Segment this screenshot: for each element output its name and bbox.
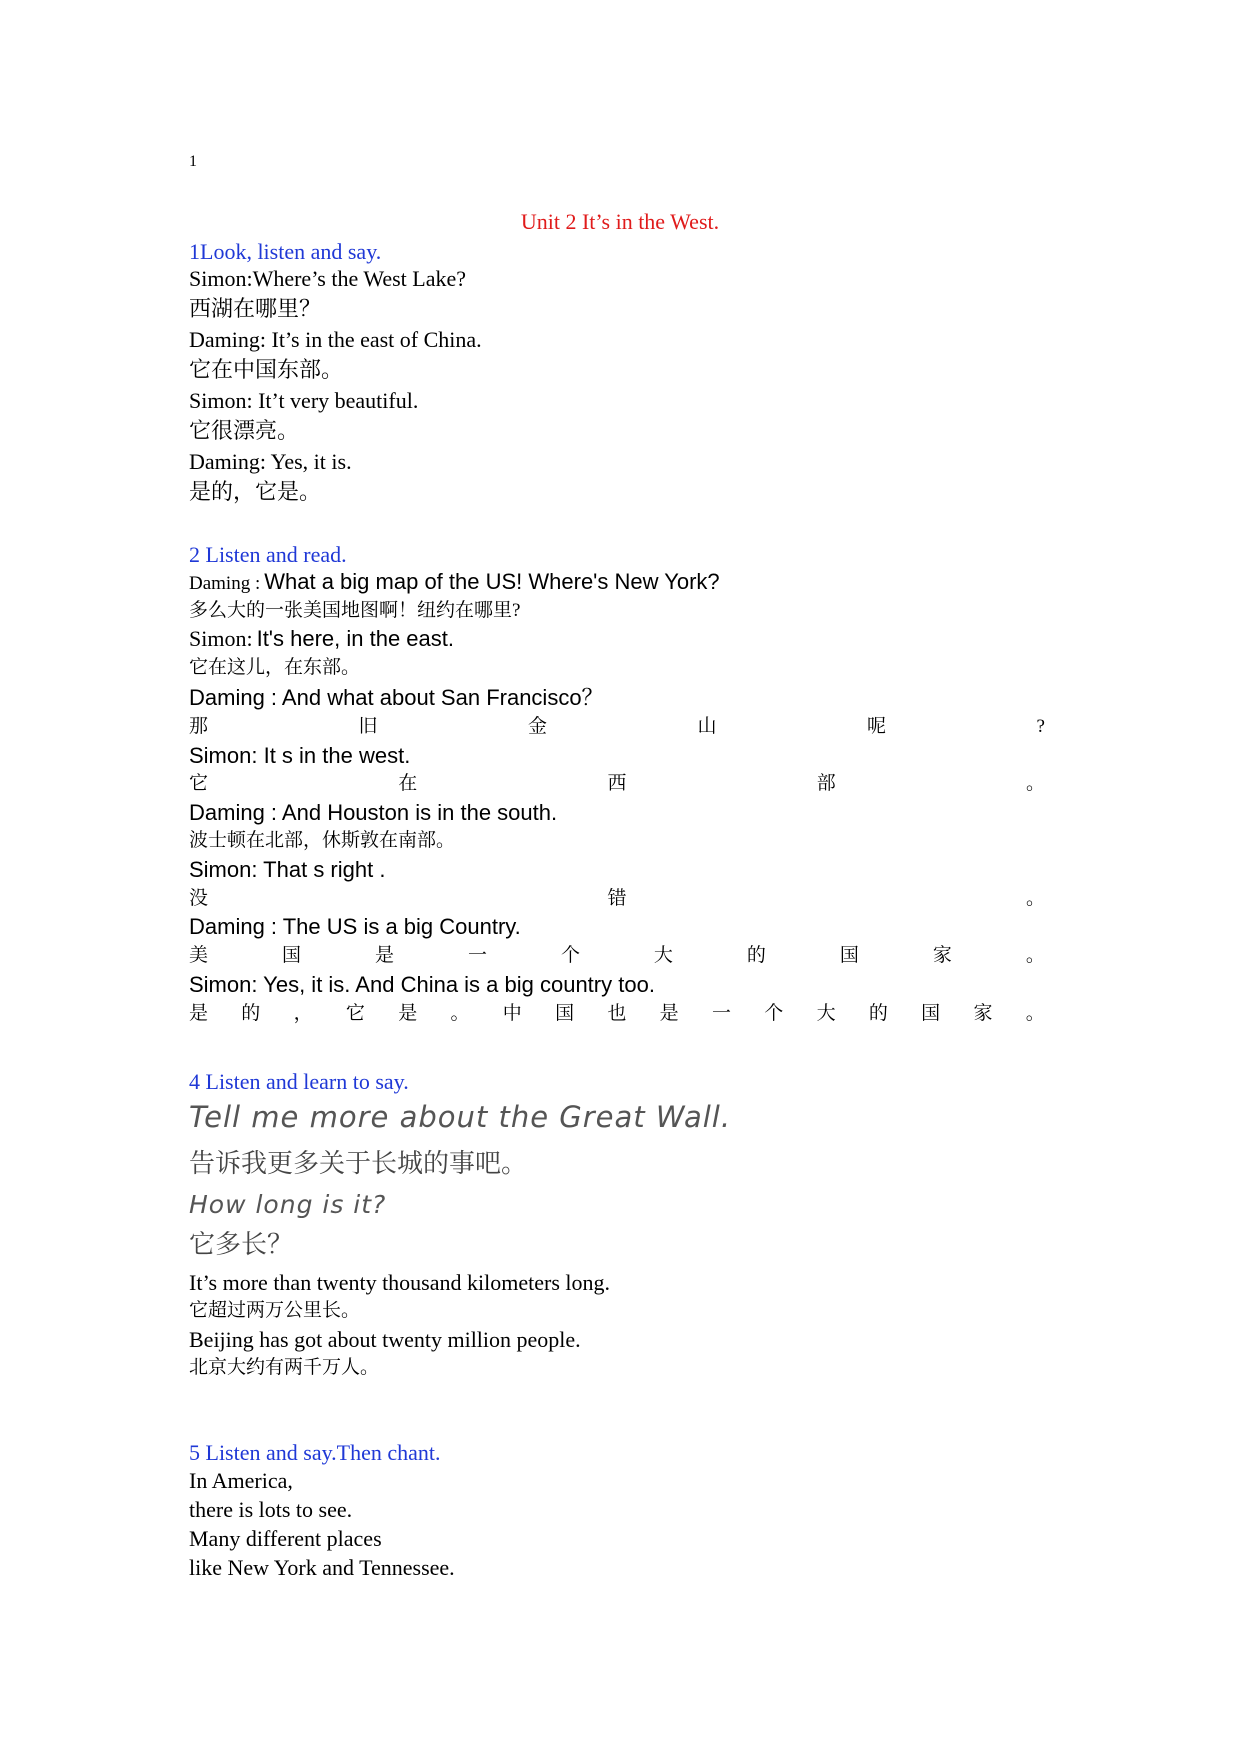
cn-char: 金 xyxy=(528,716,548,737)
unit-title: Unit 2 It’s in the West. xyxy=(520,209,720,234)
translation-line: 西湖在哪里？ xyxy=(189,296,322,321)
cn-char: 。 xyxy=(1025,1003,1045,1024)
cn-char: 个 xyxy=(560,945,580,966)
translation-line: 波士顿在北部，休斯敦在南部。 xyxy=(189,830,456,851)
translation-line: 北京大约有两千万人。 xyxy=(189,1357,380,1378)
translation-line xyxy=(189,946,1045,965)
dialogue-text: It's here, in the east. xyxy=(256,626,454,651)
cn-char: 错 xyxy=(607,888,627,909)
cn-char: 美 xyxy=(189,945,209,966)
handwritten-line: How long is it? xyxy=(189,1190,387,1219)
cn-char: 大 xyxy=(653,945,673,966)
chant-line: there is lots to see. xyxy=(189,1497,353,1522)
cn-char: ? xyxy=(1036,716,1045,737)
page-number: 1 xyxy=(189,153,197,170)
cn-char: 在 xyxy=(398,773,418,794)
cn-char: 。 xyxy=(1025,945,1045,966)
cn-char: 中 xyxy=(502,1003,522,1024)
cn-char: 个 xyxy=(764,1003,784,1024)
speaker-label: Simon: xyxy=(189,626,253,651)
dialogue-line: Simon: It’t very beautiful. xyxy=(189,388,419,413)
translation-line: 多么大的一张美国地图啊！纽约在哪里? xyxy=(189,600,521,621)
cn-char: 的 xyxy=(746,945,766,966)
cn-char: 是 xyxy=(398,1003,418,1024)
translation-line: 它在这儿，在东部。 xyxy=(189,657,361,678)
cn-char: 国 xyxy=(281,945,301,966)
dialogue-line: Daming: It’s in the east of China. xyxy=(189,327,482,352)
cn-char: 。 xyxy=(1025,773,1045,794)
cn-char: 没 xyxy=(189,888,209,909)
translation-line xyxy=(189,717,1045,736)
translation-line: 告诉我更多关于长城的事吧。 xyxy=(189,1149,528,1178)
cn-char: 家 xyxy=(932,945,952,966)
dialogue-line xyxy=(189,859,385,881)
dialogue-line xyxy=(189,628,454,650)
cn-char: 部 xyxy=(816,773,836,794)
translation-line: 是的，它是。 xyxy=(189,479,322,504)
speaker-label: Daming : xyxy=(189,573,261,594)
translation-line: 它超过两万公里长。 xyxy=(189,1300,361,1321)
cn-char: 的 xyxy=(868,1003,888,1024)
cn-char: 也 xyxy=(607,1003,627,1024)
dialogue-line: Daming: Yes, it is. xyxy=(189,449,352,474)
dialogue-line: Daming : And Houston is in the south. xyxy=(189,800,558,825)
cn-char: 一 xyxy=(711,1003,731,1024)
translation-line xyxy=(189,889,1045,908)
cn-char: 它 xyxy=(189,773,209,794)
dialogue-line: Simon:Where’s the West Lake? xyxy=(189,266,467,291)
chant-line: like New York and Tennessee. xyxy=(189,1555,455,1580)
dialogue-line xyxy=(189,571,720,593)
cn-char: 西 xyxy=(607,773,627,794)
sentence-line: Beijing has got about twenty million people. xyxy=(189,1327,581,1352)
cn-char: 呢 xyxy=(867,716,887,737)
translation-line: 它很漂亮。 xyxy=(189,418,300,443)
section1-heading: 1Look, listen and say. xyxy=(189,239,382,264)
dialogue-text: What a big map of the US! Where's New York? xyxy=(264,569,720,594)
cn-char: ， xyxy=(293,1003,313,1024)
cn-char: 。 xyxy=(450,1003,470,1024)
cn-char: 它 xyxy=(345,1003,365,1024)
cn-char: 大 xyxy=(816,1003,836,1024)
chant-line: In America, xyxy=(189,1468,293,1493)
translation-line xyxy=(189,1004,1045,1023)
cn-char: 是 xyxy=(189,1003,209,1024)
chant-line: Many different places xyxy=(189,1526,382,1551)
cn-char: 。 xyxy=(1025,888,1045,909)
section4-heading: 4 Listen and learn to say. xyxy=(189,1069,409,1094)
section5-heading: 5 Listen and say.Then chant. xyxy=(189,1440,441,1465)
cn-char: 是 xyxy=(659,1003,679,1024)
dialogue-text: Simon: That s right . xyxy=(189,857,386,882)
cn-char: 是 xyxy=(374,945,394,966)
cn-char: 国 xyxy=(921,1003,941,1024)
dialogue-line: Simon: Yes, it is. And China is a big country too. xyxy=(189,972,655,997)
section2-heading: 2 Listen and read. xyxy=(189,542,347,567)
handwritten-line: Tell me more about the Great Wall. xyxy=(189,1100,732,1134)
translation-line: 它多长？ xyxy=(189,1230,294,1259)
sentence-line: It’s more than twenty thousand kilometers long. xyxy=(189,1270,610,1295)
dialogue-line: Daming : And what about San Francisco？ xyxy=(189,685,604,710)
cn-char: 国 xyxy=(555,1003,575,1024)
cn-char: 旧 xyxy=(358,716,378,737)
cn-char: 一 xyxy=(467,945,487,966)
dialogue-line: Simon: It s in the west. xyxy=(189,743,411,768)
translation-line: 它在中国东部。 xyxy=(189,357,344,382)
cn-char: 山 xyxy=(697,716,717,737)
cn-char: 国 xyxy=(839,945,859,966)
dialogue-line: Daming : The US is a big Country. xyxy=(189,914,521,939)
translation-line xyxy=(189,774,1045,793)
cn-char: 的 xyxy=(241,1003,261,1024)
cn-char: 家 xyxy=(973,1003,993,1024)
cn-char: 那 xyxy=(189,716,209,737)
